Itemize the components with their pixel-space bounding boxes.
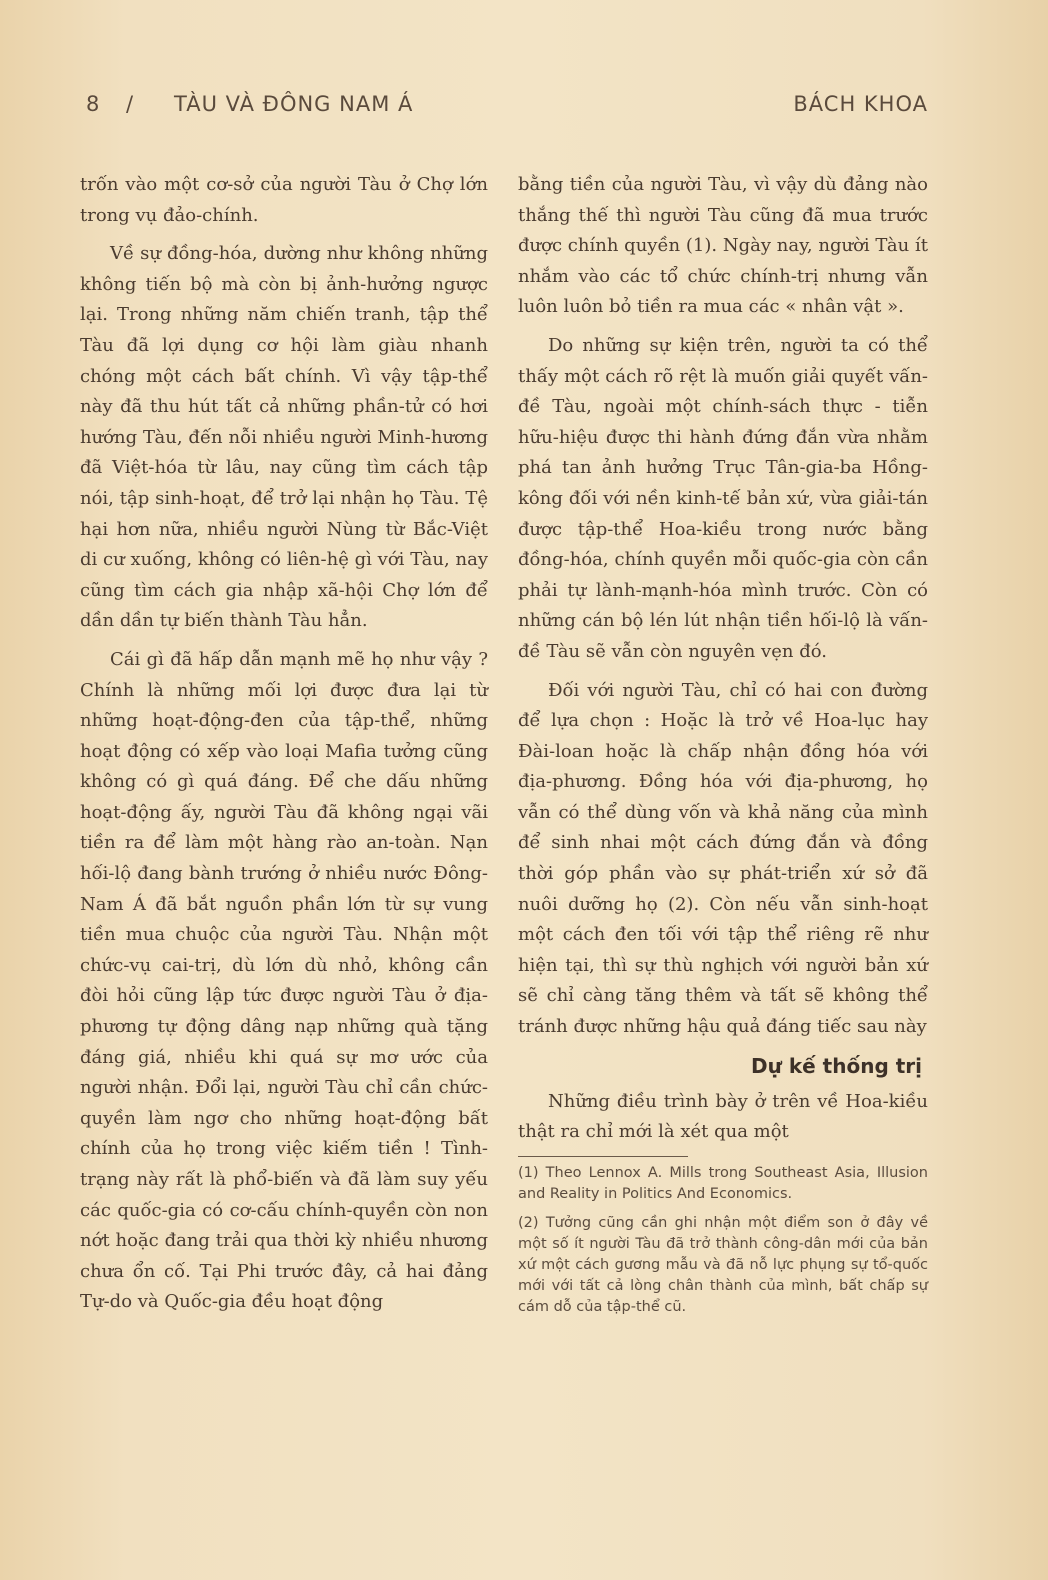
left-paragraph-3: Cái gì đã hấp dẫn mạnh mẽ họ như vậy ? Chính là những mối lợi được đưa lại từ những hoạt-động-đen của tập-thể, những hoạt động có xếp vào loại Mafia tưởng cũng không có gì quá đáng. Để che dấu những hoạt-động ấy, người Tàu đã không ngại vãi tiền ra để làm một hàng rào an-toàn. Nạn hối-lộ đang bành trướng ở nhiều nước Đông-Nam Á đã bắt nguồn phần lớn từ sự vung tiền mua chuộc của người Tàu. Nhận một chức-vụ cai-trị, dù lớn dù nhỏ, không cần đòi hỏi cũng lập tức được người Tàu ở địa-phương tự động dâng nạp những quà tặng đáng giá, nhiều khi quá sự mơ ước của người nhận. Đổi lại, người Tàu chỉ cần chức-quyền làm ngơ cho những hoạt-động bất chính của họ trong việc kiếm tiền ! Tình-trạng này rất là phổ-biến và đã làm suy yếu các quốc-gia có cơ-cấu chính-quyền còn non nớt hoặc đang trải qua thời kỳ nhiều nhương chưa ổn cố. Tại Phi trước đây, cả hai đảng Tự-do và Quốc-gia đều hoạt động <box>80 648 488 1313</box>
magazine-name: BÁCH KHOA <box>793 92 928 116</box>
section-heading: Dự kế thống trị <box>751 1053 922 1078</box>
article-title: TÀU VÀ ĐÔNG NAM Á <box>174 92 414 116</box>
right-column <box>518 170 928 1326</box>
header-separator: / <box>126 92 135 116</box>
right-paragraph-3: Đối với người Tàu, chỉ có hai con đường để lựa chọn : Hoặc là trở về Hoa-lục hay Đài-loan hoặc là chấp nhận đồng hóa với địa-phương. Đồng hóa với địa-phương, họ vẫn có thể dùng vốn và khả năng của mình để sinh nhai một cách đứng đắn và đồng thời góp phần vào sự phát-triển xứ sở đã nuôi dưỡng họ (2). Còn nếu vẫn sinh-hoạt một cách đen tối với tập thể riêng rẽ như hiện tại, thì sự thù nghịch với người bản xứ sẽ chỉ càng tăng thêm và tất sẽ không thể tránh được những hậu quả đáng tiếc sau này <box>518 679 928 1038</box>
left-column <box>80 170 488 1326</box>
left-paragraph-1: trốn vào một cơ-sở của người Tàu ở Chợ lớn trong vụ đảo-chính. <box>80 174 488 226</box>
left-paragraph-2: Về sự đồng-hóa, dường như không những không tiến bộ mà còn bị ảnh-hưởng ngược lại. Trong những năm chiến tranh, tập thể Tàu đã lợi dụng cơ hội làm giàu nhanh chóng một cách bất chính. Vì vậy tập-thể này đã thu hút tất cả những phần-tử có hơi hướng Tàu, đến nỗi nhiều người Minh-hương đã Việt-hóa từ lâu, nay cũng tìm cách tập nói, tập sinh-hoạt, để trở lại nhận họ Tàu. Tệ hại hơn nữa, nhiều người Nùng từ Bắc-Việt di cư xuống, không có liên-hệ gì với Tàu, nay cũng tìm cách gia nhập xã-hội Chợ lớn để dần dần tự biến thành Tàu hẳn. <box>80 243 488 632</box>
page-header <box>86 92 928 126</box>
footnote-1: (1) Theo Lennox A. Mills trong Southeast Asia, Illusion and Reality in Politics And Economics. <box>518 1164 928 1202</box>
right-paragraph-4: Những điều trình bày ở trên về Hoa-kiều thật ra chỉ mới là xét qua một <box>518 1090 928 1143</box>
footnote-divider <box>518 1156 688 1157</box>
right-paragraph-1: bằng tiền của người Tàu, vì vậy dù đảng nào thắng thế thì người Tàu cũng đã mua trước được chính quyền (1). Ngày nay, người Tàu ít nhắm vào các tổ chức chính-trị nhưng vẫn luôn luôn bỏ tiền ra mua các « nhân vật ». <box>518 174 928 318</box>
page-number: 8 <box>86 92 101 116</box>
right-paragraph-2: Do những sự kiện trên, người ta có thể thấy một cách rõ rệt là muốn giải quyết vấn-đề Tàu, ngoài một chính-sách thực - tiễn hữu-hiệu được thi hành đứng đắn vừa nhằm phá tan ảnh hưởng Trục Tân-gia-ba Hồng-kông đối với nền kinh-tế bản xứ, vừa giải-tán được tập-thể Hoa-kiều trong nước bằng đồng-hóa, chính quyền mỗi quốc-gia còn cần phải tự lành-mạnh-hóa mình trước. Còn có những cán bộ lén lút nhận tiền hối-lộ là vấn-đề Tàu sẽ vẫn còn nguyên vẹn đó. <box>518 334 928 662</box>
footnote-2: (2) Tưởng cũng cần ghi nhận một điểm son ở đây về một số ít người Tàu đã trở thành công-dân mới của bản xứ một cách gương mẫu và đã nỗ lực phụng sự tổ-quốc mới với tất cả lòng chân thành của mình, bất chấp sự cám dỗ của tập-thể cũ. <box>518 1214 928 1315</box>
